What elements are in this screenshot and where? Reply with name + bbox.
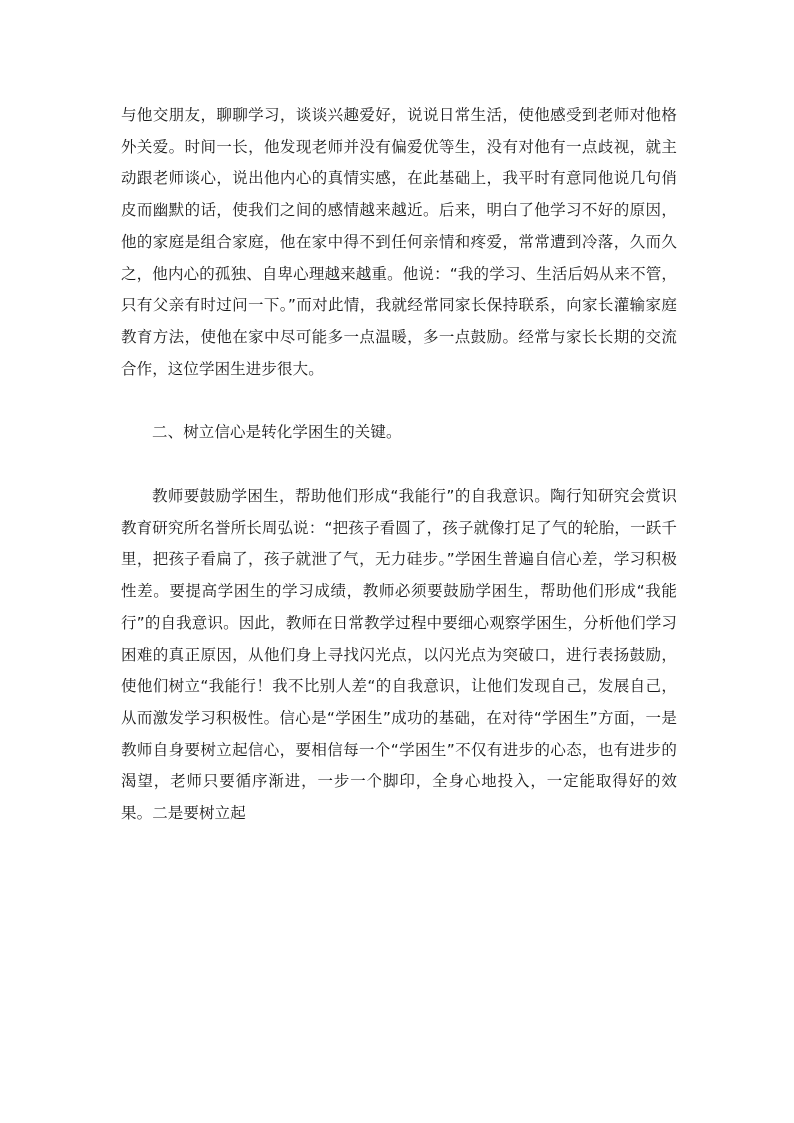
paragraph-body: 教师要鼓励学困生，帮助他们形成“我能行”的自我意识。陶行知研究会赏识教育研究所名誉所长周弘说：“把孩子看圆了，孩子就像打足了气的轮胎，一跃千里，把孩子看扁了，孩子就泄了气，无力硅步。”学困生普遍自信心差，学习积极性差。要提高学困生的学习成绩，教师必须要鼓励学困生，帮助他们形成“我能行”的自我意识。因此，教师在日常教学过程中要细心观察学困生，分析他们学习困难的真正原因，从他们身上寻找闪光点，以闪光点为突破口，进行表扬鼓励，使他们树立“我能行！我不比别人差“的自我意识，让他们发现自己，发展自己，从而激发学习积极性。信心是“学困生”成功的基础，在对待“学困生”方面，一是教师自身要树立起信心，要相信每一个“学困生”不仅有进步的心态，也有进步的渴望，老师只要循序渐进，一步一个脚印，全身心地投入，一定能取得好的效果。二是要树立起 <box>121 487 677 823</box>
section-heading: 二、树立信心是转化学困生的关键。 <box>152 423 402 442</box>
paragraph-continuation: 与他交朋友，聊聊学习，谈谈兴趣爱好，说说日常生活，使他感受到老师对他格外关爱。时间一长，他发现老师并没有偏爱优等生，没有对他有一点歧视，就主动跟老师谈心，说出他内心的真情实感，在此基础上，我平时有意同他说几句俏皮而幽默的话，使我们之间的感情越来越近。后来，明白了他学习不好的原因，他的家庭是组合家庭，他在家中得不到任何亲情和疼爱，常常遭到冷落，久而久之，他内心的孤独、自卑心理越来越重。他说：“我的学习、生活后妈从来不管，只有父亲有时过问一下。”而对此情，我就经常同家长保持联系，向家长灌输家庭教育方法，使他在家中尽可能多一点温暖，多一点鼓励。经常与家长长期的交流合作，这位学困生进步很大。 <box>121 106 677 378</box>
document-body <box>121 100 677 830</box>
